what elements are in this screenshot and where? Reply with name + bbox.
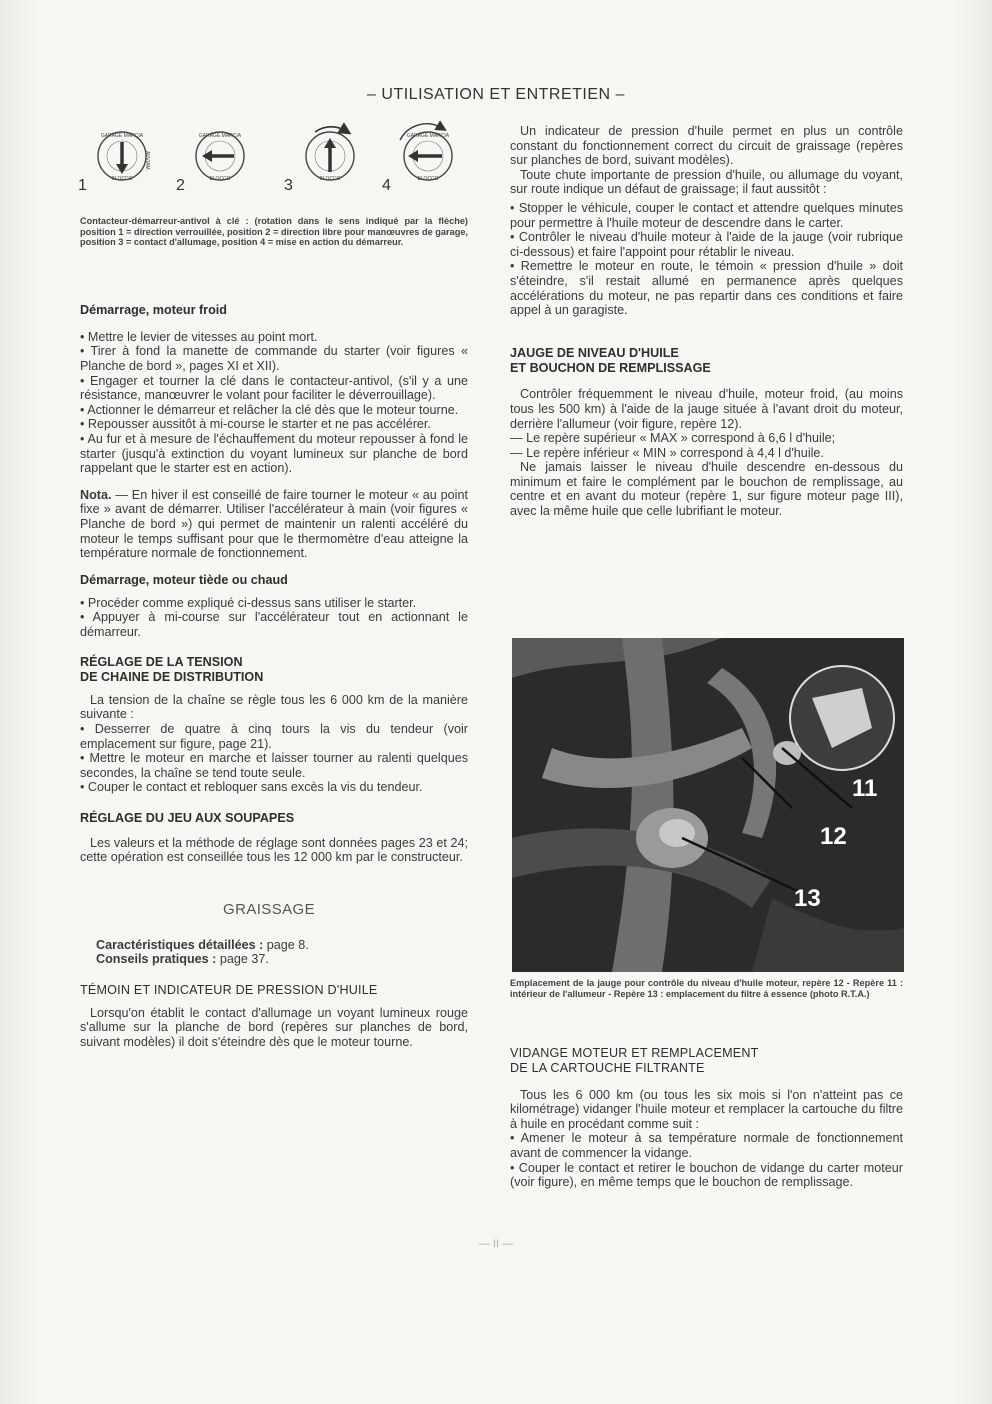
diagram-caption: Contacteur-démarreur-antivol à clé : (rotation dans le sens indiqué par la flèche) position 1 = direction verrouillée, position 2 = direction libre pour manœuvres de garage, position 3 = contact d'allumage, position 4 = mise en action du démarreur. [80,216,468,248]
dial-text-bottom: BLOCCO [111,176,133,182]
left-column [80,303,468,1049]
nota-text: — En hiver il est conseillé de faire tourner le moteur « au point fixe » avant de démarrer. Utiliser l'accélérateur à main (voir figures « Planche de bord ») qui permet de maintenir un ralenti accéléré du moteur le temps suffisant pour que le thermomètre d'eau atteigne la température normale de fonctionnement. [80,487,468,561]
position-label-4: 4 [382,177,391,194]
ref-label: Caractéristiques détaillées : [96,937,264,952]
dial-text-top: GARAGE MARCIA [100,133,144,139]
paragraph: • Repousser aussitôt à mi-course le starter et ne pas accélérer. [80,417,431,432]
paragraph: Tous les 6 000 km (ou tous les six mois si l'on n'atteint pas ce kilométrage) vidanger l'huile moteur et remplacer la cartouche du filtre à huile en procédant comme suit : [510,1087,903,1131]
position-label-3: 3 [284,177,293,194]
dial-position-2 [196,132,244,180]
photo-caption: Emplacement de la jauge pour contrôle du niveau d'huile moteur, repère 12 - Repère 11 : intérieur de l'allumeur - Repère 13 : emplacement du filtre à essence (photo R.T.A.) [510,978,903,999]
section-title-oil-change: VIDANGE MOTEUR ET REMPLACEMENT [510,1046,759,1060]
paragraph: • Desserrer de quatre à cinq tours la vis du tendeur (voir emplacement sur figure, page 21). [80,722,468,751]
dial-position-3 [306,127,354,180]
dial-text-bottom: BLOCCO [417,176,439,182]
paragraph: • Engager et tourner la clé dans le contacteur-antivol, (s'il y a une résistance, manœuvrer le volant pour faciliter le déverrouillage). [80,373,468,403]
paragraph: • Mettre le moteur en marche et laisser tourner au ralenti quelques secondes, la chaîne se tend toute seule. [80,751,468,780]
paragraph: • Remettre le moteur en route, le témoin « pression d'huile » doit s'éteindre, s'il restait allumé en permanence après quelques accélérations du moteur, ne pas repartir dans ces conditions et faire appel à un garagiste. [510,259,903,318]
paragraph: • Mettre le levier de vitesses au point mort. [80,329,318,344]
paragraph: • Amener le moteur à sa température normale de fonctionnement avant de commencer la vidange. [510,1131,903,1160]
dial-text-bottom: BLOCCO [319,176,341,182]
nota-label: Nota. [80,487,112,502]
right-column [510,124,903,519]
dial-position-1 [98,132,146,180]
paragraph: Les valeurs et la méthode de réglage sont données pages 23 et 24; cette opération est conseillée tous les 12 000 km par le constructeur. [80,835,468,865]
section-title-cold-start: Démarrage, moteur froid [80,303,227,317]
graissage-references [80,938,468,967]
engine-photo [512,638,904,972]
paragraph: Lorsqu'on établit le contact d'allumage un voyant lumineux rouge s'allume sur la planche de bord (repères sur planches de bord, suivant modèles) il doit s'éteindre dès que le moteur tourne. [80,1005,468,1049]
dial-text-side: AVVIAM. [144,151,150,171]
paragraph: • Au fur et à mesure de l'échauffement du moteur repousser à fond le starter (jusqu'à extinction du voyant lumineux sur planche de bord rappelant que le starter est en action). [80,431,468,476]
ignition-dials-illustration [70,120,470,200]
paragraph: • Actionner le démarreur et relâcher la clé dès que le moteur tourne. [80,402,459,417]
position-label-2: 2 [176,177,185,194]
ignition-switch-diagram [70,120,470,200]
paragraph: Un indicateur de pression d'huile permet en plus un contrôle constant du fonctionnement correct du circuit de graissage (repères sur planches de bord, suivant modèles). [510,124,903,168]
engine-photo-illustration [512,638,904,972]
paragraph: Contrôler fréquemment le niveau d'huile, moteur froid, (au moins tous les 500 km) à l'aide de la jauge située à l'avant droit du moteur, derrière l'allumeur (voir figure, repère 12). [510,387,903,431]
paragraph: La tension de la chaîne se règle tous les 6 000 km de la manière suivante : [80,692,468,722]
dial-text-top: GARAGE MARCIA [406,133,450,139]
section-title-dipstick: JAUGE DE NIVEAU D'HUILE [510,345,679,360]
photo-label-13: 13 [794,885,821,912]
paragraph: • Appuyer à mi-course sur l'accélérateur tout en actionnant le démarreur. [80,610,468,639]
paragraph: • Contrôler le niveau d'huile moteur à l'aide de la jauge (voir rubrique ci-dessous) et faire l'appoint pour rétablir le niveau. [510,230,903,259]
dial-text-bottom: BLOCCO [209,176,231,182]
section-title-valves: RÉGLAGE DU JEU AUX SOUPAPES [80,811,295,826]
position-label-1: 1 [78,177,87,194]
paragraph: • Stopper le véhicule, couper le contact et attendre quelques minutes pour permettre à l'huile moteur de descendre dans le carter. [510,200,903,230]
page-header: – UTILISATION ET ENTRETIEN – [367,86,625,103]
paragraph: • Tirer à fond la manette de commande du starter (voir figures « Planche de bord », pages XI et XII). [80,344,468,373]
dial-text-top: GARAGE MARCIA [198,133,242,139]
photo-label-11: 11 [852,775,878,802]
paragraph: Toute chute importante de pression d'huile, ou allumage du voyant, sur route indique un défaut de graissage; il faut aussitôt : [510,167,903,197]
paragraph: Ne jamais laisser le niveau d'huile descendre en-dessous du minimum et faire le complément par le bouchon de remplissage, au centre et en avant du moteur (repère 1, sur figure moteur page III), avec la même huile que celle lubrifiant le moteur. [510,460,903,519]
paragraph: — Le repère supérieur « MAX » correspond à 6,6 l d'huile; [510,431,836,446]
section-title-chain-tension: RÉGLAGE DE LA TENSION [80,655,243,670]
section-title-oil-pressure: TÉMOIN ET INDICATEUR DE PRESSION D'HUILE [80,982,378,997]
section-title-warm-start: Démarrage, moteur tiède ou chaud [80,572,288,587]
paragraph: • Procéder comme expliqué ci-dessus sans utiliser le starter. [80,595,417,610]
page-number: — II — [478,1238,514,1250]
section-title-graissage: GRAISSAGE [223,901,315,919]
nota-paragraph [80,488,468,561]
section-title-oil-change-line2: DE LA CARTOUCHE FILTRANTE [510,1060,705,1075]
ref-value: page 37. [216,952,269,967]
right-column-bottom [510,1046,903,1190]
photo-label-12: 12 [820,823,847,850]
ref-label: Conseils pratiques : [96,952,217,967]
paragraph: • Couper le contact et retirer le bouchon de vidange du carter moteur (voir figure), en même temps que le bouchon de remplissage. [510,1160,903,1190]
section-title-chain-tension-line2: DE CHAINE DE DISTRIBUTION [80,670,264,685]
paragraph: • Couper le contact et rebloquer sans excès la vis du tendeur. [80,780,423,795]
ref-value: page 8. [263,937,309,952]
section-title-dipstick-line2: ET BOUCHON DE REMPLISSAGE [510,360,711,375]
paragraph: — Le repère inférieur « MIN » correspond à 4,4 l d'huile. [510,445,824,460]
